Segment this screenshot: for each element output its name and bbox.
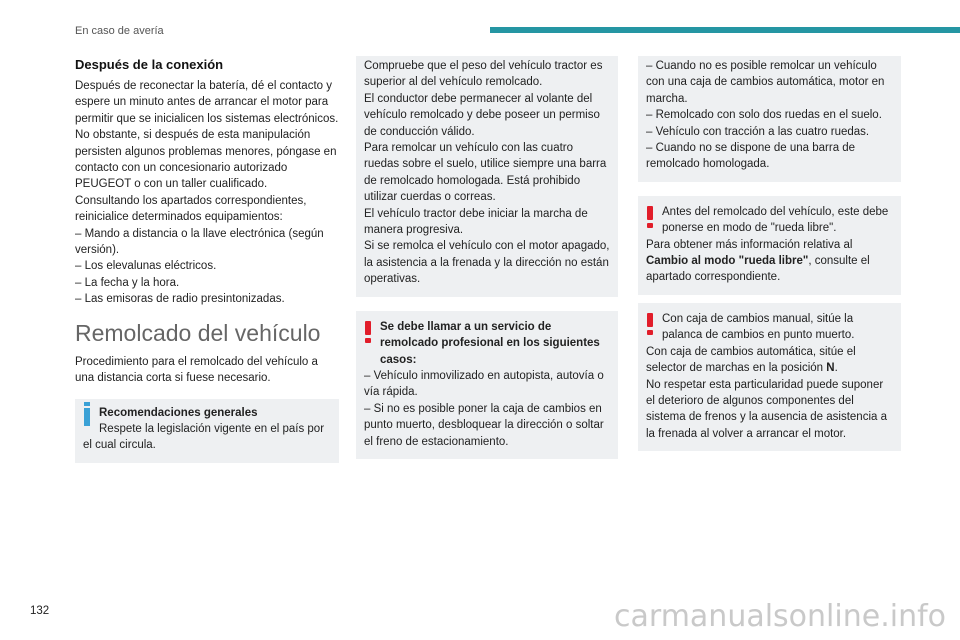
free-wheel-ref: Cambio al modo "rueda libre" — [646, 255, 809, 268]
paragraph: Compruebe que el peso del vehículo tractor es superior al del vehículo remolcado. — [364, 60, 603, 89]
paragraph: Después de reconectar la batería, dé el contacto y espere un minuto antes de arrancar el motor para permitir que se inicialicen los sistemas electrónicos. — [75, 80, 339, 125]
paragraph: El conductor debe permanecer al volante del vehículo remolcado y debe poseer un permiso de conducción válido. — [364, 92, 600, 138]
list-item: – Vehículo inmovilizado en autopista, autovía o vía rápida. — [364, 369, 604, 399]
paragraph: Consultando los apartados correspondientes, reinicialice determinados equipamientos: — [75, 194, 307, 224]
info-box-text: Respete la legislación vigente en el país por el cual circula. — [83, 422, 325, 452]
header-accent-bar — [490, 27, 960, 33]
list-item: – Si no es posible poner la caja de cambios en punto muerto, desbloquear la dirección o soltar el freno de estacionamiento. — [364, 402, 604, 448]
warning-lead: Antes del remolcado del vehículo, este debe ponerse en modo de "rueda libre". — [662, 205, 889, 235]
warning-title: Se debe llamar a un servicio de remolcado profesional en los siguientes casos: — [380, 320, 600, 366]
paragraph: El vehículo tractor debe iniciar la marcha de manera progresiva. — [364, 207, 588, 237]
section-intro: Procedimiento para el remolcado del vehículo a una distancia corta si fuese necesario. — [75, 355, 318, 385]
page-number: 132 — [30, 605, 50, 617]
warning-box-gear-position — [638, 303, 901, 451]
section-title-towing: Remolcado del vehículo — [75, 319, 321, 346]
warning-icon — [365, 321, 371, 335]
info-box — [75, 399, 339, 463]
running-header: En caso de avería — [75, 25, 164, 37]
list-item: – Cuando no es posible remolcar un vehículo con una caja de cambios automática, motor en marcha. — [646, 60, 885, 105]
reinit-list — [75, 226, 339, 308]
warning-lead: Con caja de cambios manual, sitúe la palanca de cambios en punto muerto. — [662, 312, 855, 342]
towing-cases-box — [638, 56, 901, 182]
column-1 — [75, 56, 339, 463]
gear-position-n: N — [826, 362, 835, 375]
list-item: – Los elevalunas eléctricos. — [75, 260, 217, 273]
list-item: – Vehículo con tracción a las cuatro ruedas. — [646, 125, 870, 138]
paragraph: Para remolcar un vehículo con las cuatro ruedas sobre el suelo, utilice siempre una barra de remolcado homologada. Está prohibido utilizar cuerdas o correas. — [364, 142, 607, 204]
towing-conditions-box — [356, 56, 618, 297]
list-item: – Cuando no se dispone de una barra de remolcado homologada. — [646, 142, 856, 171]
list-item: – La fecha y la hora. — [75, 276, 180, 289]
auto-gearbox-text: Con caja de cambios automática, sitúe el selector de marchas en la posición N. — [646, 345, 856, 375]
warning-box-free-wheel — [638, 196, 901, 295]
list-item: – Las emisoras de radio presintonizadas. — [75, 293, 285, 306]
warning-icon — [647, 313, 653, 327]
heading-after-connection: Después de la conexión — [75, 57, 224, 72]
consequence-text: No respetar esta particularidad puede suponer el deterioro de algunos componentes del sistema de frenos y la ausencia de asistencia a la frenada al volver a arrancar el motor. — [646, 378, 887, 440]
column-2 — [356, 56, 618, 459]
info-icon — [84, 408, 90, 426]
list-item: – Remolcado con solo dos ruedas en el suelo. — [646, 109, 882, 122]
warning-icon — [647, 206, 653, 220]
watermark: carmanualsonline.info — [614, 599, 946, 634]
column-3 — [638, 56, 901, 451]
info-box-title: Recomendaciones generales — [99, 406, 258, 419]
paragraph: No obstante, si después de esta manipulación persisten algunos problemas menores, póngase en contacto con un concesionario autorizado PEUGEOT o con un taller cualificado. — [75, 129, 337, 191]
paragraph: Si se remolca el vehículo con el motor apagado, la asistencia a la frenada y la dirección no están operativas. — [364, 240, 610, 286]
list-item: – Mando a distancia o la llave electrónica (según versión). — [75, 227, 324, 257]
warning-box-professional — [356, 311, 618, 459]
more-info-text: Para obtener más información relativa al Cambio al modo "rueda libre", consulte el apartado correspondiente. — [646, 238, 870, 284]
